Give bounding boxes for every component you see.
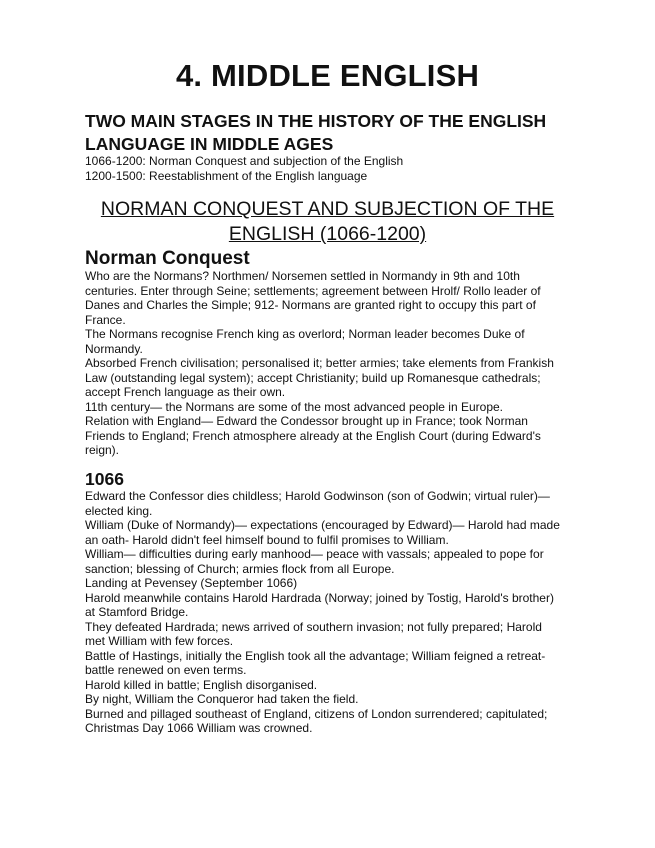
text-line: battle renewed on even terms. xyxy=(85,663,247,677)
text-line: Burned and pillaged southeast of England, citizens of London surrendered; capitulated; xyxy=(85,706,548,721)
year-1066-text xyxy=(85,489,570,736)
text-line: Danes and Charles the Simple; 912- Normans are granted right to occupy this part of xyxy=(85,298,536,312)
text-line: Absorbed French civilisation; personalised it; better armies; take elements from Frankish xyxy=(85,356,554,370)
text-line: By night, William the Conqueror had taken the field. xyxy=(85,692,359,706)
text-line: elected king. xyxy=(85,503,153,518)
text-line: Normandy. xyxy=(85,341,143,356)
text-line: Law (outstanding legal system); accept Christianity; build up Romanesque cathedrals; xyxy=(85,370,541,385)
norman-conquest-text xyxy=(85,269,570,458)
stage-item: 1066-1200: Norman Conquest and subjection of the English xyxy=(85,154,404,168)
stages-heading-line-1: TWO MAIN STAGES IN THE HISTORY OF THE ENGLISH xyxy=(85,111,547,131)
text-line: The Normans recognise French king as overlord; Norman leader becomes Duke of xyxy=(85,327,525,341)
page-title: 4. MIDDLE ENGLISH xyxy=(175,58,480,93)
section-heading xyxy=(70,197,585,247)
text-line: sanction; blessing of Church; armies flock from all Europe. xyxy=(85,561,395,576)
text-line: Landing at Pevensey (September 1066) xyxy=(85,576,298,590)
text-line: William (Duke of Normandy)— expectations (encouraged by Edward)— Harold had made xyxy=(85,518,560,532)
text-line: They defeated Hardrada; news arrived of southern invasion; not fully prepared; Harold xyxy=(85,619,542,634)
norman-conquest-heading: Norman Conquest xyxy=(85,248,250,269)
text-line: Friends to England; French atmosphere already at the English Court (during Edward's xyxy=(85,428,541,443)
text-line: Harold killed in battle; English disorganised. xyxy=(85,677,318,692)
text-line: Who are the Normans? Northmen/ Norsemen settled in Normandy in 9th and 10th xyxy=(85,269,520,283)
text-line: France. xyxy=(85,312,126,327)
text-line: Christmas Day 1066 William was crowned. xyxy=(85,721,313,735)
text-line: 11th century— the Normans are some of the most advanced people in Europe. xyxy=(85,399,504,414)
text-line: at Stamford Bridge. xyxy=(85,605,189,619)
text-line: Edward the Confessor dies childless; Harold Godwinson (son of Godwin; virtual ruler)— xyxy=(85,489,550,503)
text-line: Battle of Hastings, initially the English took all the advantage; William feigned a retreat- xyxy=(85,648,546,663)
text-line: Relation with England— Edward the Condessor brought up in France; took Norman xyxy=(85,414,528,428)
text-line: met William with few forces. xyxy=(85,634,234,648)
text-line: Harold meanwhile contains Harold Hardrada (Norway; joined by Tostig, Harold's brother) xyxy=(85,590,554,605)
stages-heading xyxy=(85,110,585,156)
text-line: William— difficulties during early manhood— peace with vassals; appealed to pope for xyxy=(85,547,544,561)
stages-heading-line-2: LANGUAGE IN MIDDLE AGES xyxy=(85,134,334,154)
text-line: accept French language as their own. xyxy=(85,385,286,399)
section-heading-line-1: NORMAN CONQUEST AND SUBJECTION OF THE xyxy=(100,198,555,220)
text-line: reign). xyxy=(85,443,120,457)
stage-item: 1200-1500: Reestablishment of the English language xyxy=(85,168,368,183)
section-heading-line-2: ENGLISH (1066-1200) xyxy=(228,223,427,245)
stages-list xyxy=(85,154,585,183)
text-line: centuries. Enter through Seine; settlements; agreement between Hrolf/ Rollo leader of xyxy=(85,283,541,298)
year-1066-heading: 1066 xyxy=(85,469,124,489)
text-line: an oath- Harold didn't feel himself bound to fulfil promises to William. xyxy=(85,532,449,547)
